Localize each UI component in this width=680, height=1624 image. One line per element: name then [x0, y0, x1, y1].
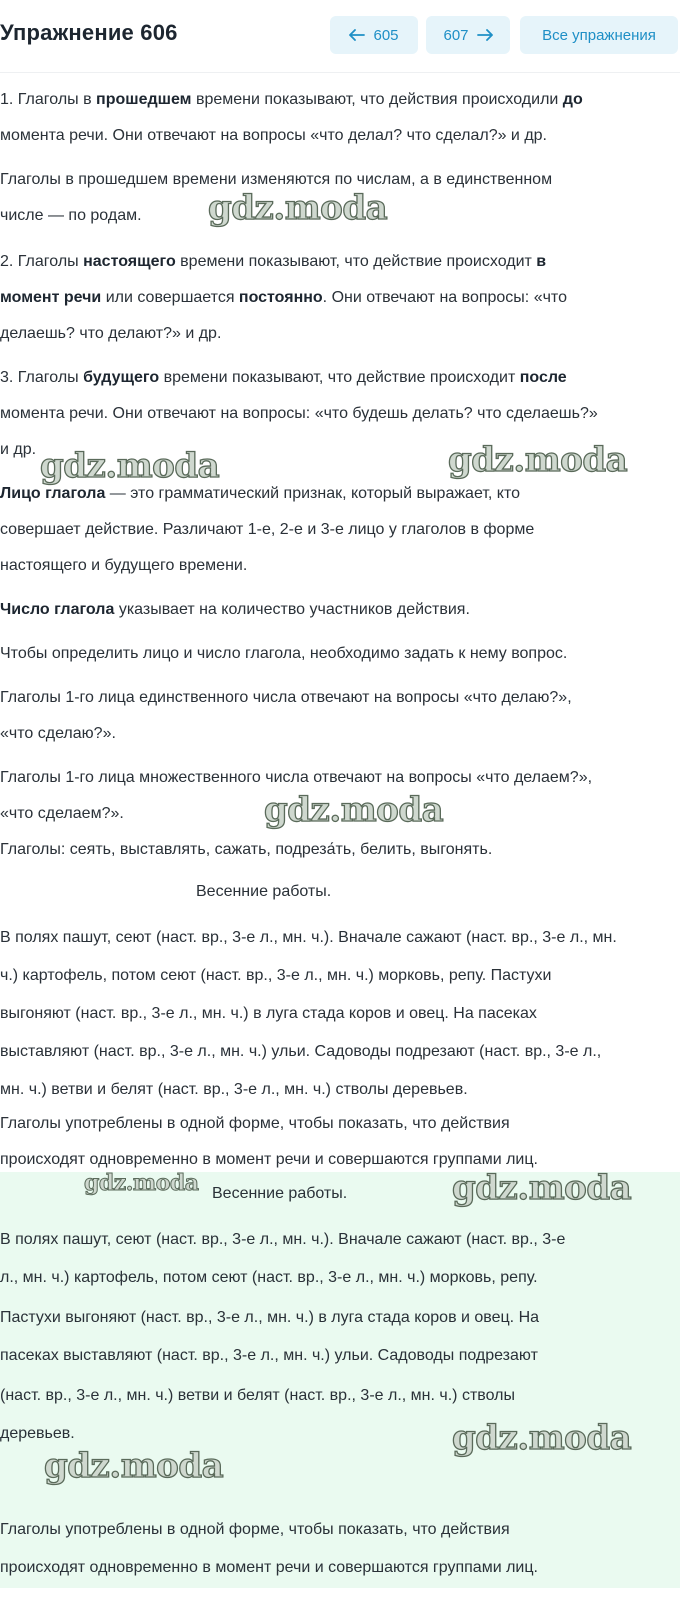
- paragraph-past-tense: 1. Глаголы в прошедшем времени показывают, что действия происходили до: [0, 91, 583, 108]
- all-exercises-button[interactable]: [520, 16, 678, 54]
- paragraph-future-tense-3: и др.: [0, 441, 37, 458]
- task-line: происходят одновременно в момент речи и совершаются группами лиц.: [0, 1151, 538, 1168]
- paragraph-present-tense: 2. Глаголы настоящего времени показывают, что действие происходит в: [0, 253, 547, 270]
- watermark-logo: gdz.moda: [208, 188, 388, 228]
- task-line: ч.) картофель, потом сеют (наст. вр., 3-е л., мн. ч.) морковь, репу. Пастухи: [0, 967, 552, 984]
- watermark-logo: gdz.moda: [452, 1168, 632, 1208]
- answer-line: пасеках выставляют (наст. вр., 3-е л., мн. ч.) ульи. Садоводы подрезают: [0, 1347, 538, 1364]
- watermark-logo: gdz.moda: [452, 1418, 632, 1458]
- watermark-logo: gdz.moda: [448, 440, 628, 480]
- paragraph-person-3: настоящего и будущего времени.: [0, 557, 248, 574]
- answer-conclusion: происходят одновременно в момент речи и совершаются группами лиц.: [0, 1559, 538, 1576]
- arrow-left-icon: [349, 29, 365, 41]
- paragraph-first-singular-2: «что сделаю?».: [0, 725, 116, 742]
- watermark-logo: gdz.moda: [40, 446, 220, 486]
- paragraph-person-2: совершает действие. Различают 1-е, 2-е и 3-е лицо у глаголов в форме: [0, 521, 535, 538]
- prev-exercise-label: 605: [373, 26, 399, 44]
- task-line: В полях пашут, сеют (наст. вр., 3-е л., мн. ч.). Вначале сажают (наст. вр., 3-е л., мн.: [0, 929, 617, 946]
- watermark-logo: gdz.moda: [44, 1446, 224, 1486]
- task-line: мн. ч.) ветви и белят (наст. вр., 3-е л., мн. ч.) стволы деревьев.: [0, 1081, 468, 1098]
- page-header: [0, 0, 680, 73]
- paragraph-past-forms: Глаголы в прошедшем времени изменяются по числам, а в единственном: [0, 171, 553, 188]
- answer-line: Пастухи выгоняют (наст. вр., 3-е л., мн. ч.) в луга стада коров и овец. На: [0, 1309, 540, 1326]
- prev-exercise-button[interactable]: [330, 16, 418, 54]
- task-line: выгоняют (наст. вр., 3-е л., мн. ч.) в луга стада коров и овец. На пасеках: [0, 1005, 537, 1022]
- paragraph-past-forms-2: числе — по родам.: [0, 207, 142, 224]
- paragraph-first-singular: Глаголы 1-го лица единственного числа отвечают на вопросы «что делаю?»,: [0, 689, 572, 706]
- arrow-right-icon: [477, 29, 493, 41]
- all-exercises-label: Все упражнения: [542, 26, 656, 44]
- task-title: Весенние работы.: [196, 883, 332, 900]
- paragraph-present-tense-3: делаешь? что делают?» и др.: [0, 325, 222, 342]
- answer-line: л., мн. ч.) картофель, потом сеют (наст. вр., 3-е л., мн. ч.) морковь, репу.: [0, 1269, 538, 1286]
- answer-conclusion: Глаголы употреблены в одной форме, чтобы показать, что действия: [0, 1521, 510, 1538]
- task-line: выставляют (наст. вр., 3-е л., мн. ч.) ульи. Садоводы подрезают (наст. вр., 3-е л.,: [0, 1043, 602, 1060]
- answer-line: В полях пашут, сеют (наст. вр., 3-е л., мн. ч.). Вначале сажают (наст. вр., 3-е: [0, 1231, 566, 1248]
- watermark-logo: gdz.moda: [264, 790, 444, 830]
- task-line: Глаголы употреблены в одной форме, чтобы показать, что действия: [0, 1115, 510, 1132]
- paragraph-first-plural-2: «что сделаем?».: [0, 805, 124, 822]
- answer-title: Весенние работы.: [212, 1185, 348, 1202]
- paragraph-first-plural: Глаголы 1-го лица множественного числа отвечают на вопросы «что делаем?»,: [0, 769, 593, 786]
- paragraph-past-tense-2: момента речи. Они отвечают на вопросы «что делал? что сделал?» и др.: [0, 127, 547, 144]
- answer-line: (наст. вр., 3-е л., мн. ч.) ветви и белят (наст. вр., 3-е л., мн. ч.) стволы: [0, 1387, 515, 1404]
- next-exercise-button[interactable]: [426, 16, 510, 54]
- paragraph-future-tense: 3. Глаголы будущего времени показывают, что действие происходит после: [0, 369, 567, 386]
- paragraph-person: Лицо глагола — это грамматический признак, который выражает, кто: [0, 485, 520, 502]
- paragraph-future-tense-2: момента речи. Они отвечают на вопросы: «что будешь делать? что сделаешь?»: [0, 405, 598, 422]
- watermark-logo: gdz.moda: [84, 1170, 199, 1196]
- answer-line: деревьев.: [0, 1425, 75, 1442]
- next-exercise-label: 607: [443, 26, 469, 44]
- page-title: Упражнение 606: [0, 20, 178, 45]
- verbs-list: Глаголы: сеять, выставлять, сажать, подреза́ть, белить, выгонять.: [0, 841, 493, 858]
- paragraph-present-tense-2: момент речи или совершается постоянно. Они отвечают на вопросы: «что: [0, 289, 567, 306]
- paragraph-number: Число глагола указывает на количество участников действия.: [0, 601, 470, 618]
- paragraph-question: Чтобы определить лицо и число глагола, необходимо задать к нему вопрос.: [0, 645, 568, 662]
